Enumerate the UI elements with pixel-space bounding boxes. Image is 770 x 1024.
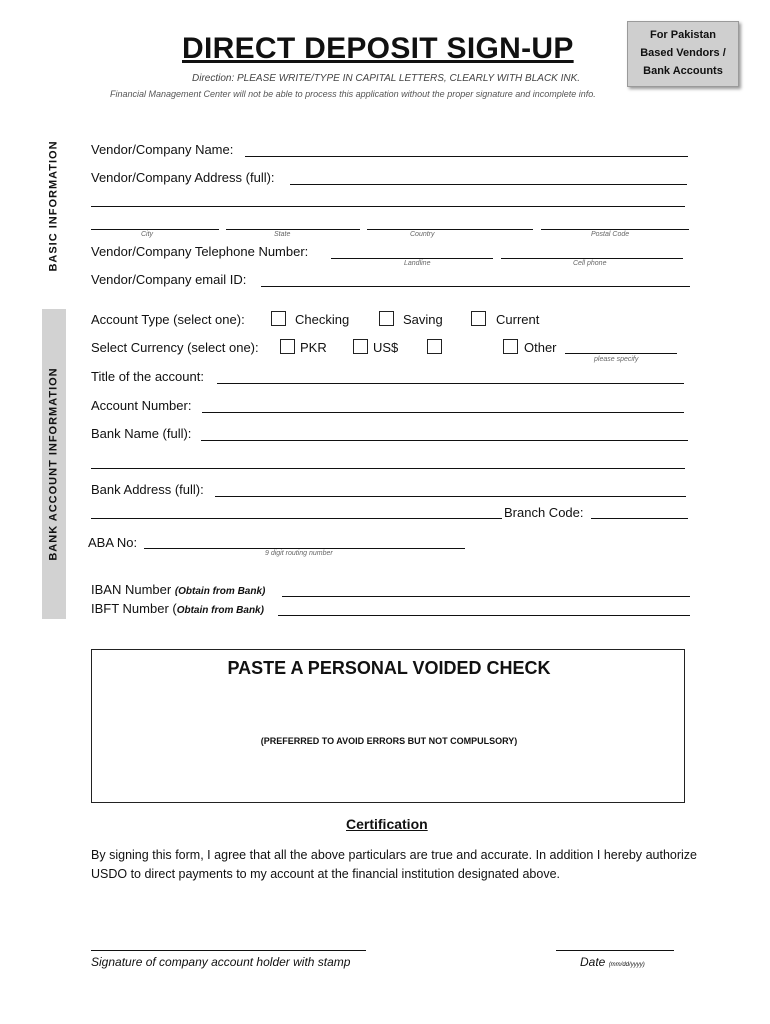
certification-heading: Certification [346,816,428,832]
checking-label: Checking [295,312,350,327]
account-number-field[interactable] [202,412,684,413]
other-label: Other [524,340,557,355]
ibft-obtain-note: Obtain from Bank) [176,605,264,616]
voided-check-area[interactable] [91,649,685,803]
basic-info-sidebar [42,128,66,284]
basic-info-label: BASIC INFORMATION [48,140,61,272]
saving-label: Saving [403,312,443,327]
vendor-scope-badge [627,21,739,87]
aba-field[interactable] [144,548,465,549]
fmc-note: Financial Management Center will not be able to process this application without the proper signature and incomplete info. [110,89,596,99]
email-label: Vendor/Company email ID: [91,272,247,287]
current-checkbox[interactable] [471,311,486,326]
vendor-address-field-2[interactable] [91,206,685,207]
date-field[interactable] [556,950,674,951]
postal-code-hint: Postal Code [591,231,630,238]
vendor-name-field[interactable] [245,156,688,157]
unlabeled-currency-checkbox[interactable] [427,339,442,354]
please-specify-hint: please specify [594,356,639,363]
state-field[interactable] [226,229,360,230]
ibft-field[interactable] [278,615,690,616]
date-label [580,955,645,969]
iban-label-text: IBAN Number [91,582,175,597]
bank-address-field-2[interactable] [91,518,502,519]
routing-hint: 9 digit routing number [265,550,333,557]
landline-field[interactable] [331,258,493,259]
aba-label: ABA No: [88,535,138,550]
account-title-field[interactable] [217,383,684,384]
vendor-address-field[interactable] [290,184,687,185]
account-title-label: Title of the account: [91,369,204,384]
badge-line-1: For Pakistan [649,29,717,41]
usd-checkbox[interactable] [353,339,368,354]
pkr-label: PKR [300,340,327,355]
badge-line-2: Based Vendors / [640,47,726,59]
iban-field[interactable] [282,596,690,597]
vendor-address-label: Vendor/Company Address (full): [91,170,275,185]
other-checkbox[interactable] [503,339,518,354]
direction-note: Direction: PLEASE WRITE/TYPE IN CAPITAL LETTERS, CLEARLY WITH BLACK INK. [192,73,581,84]
branch-code-label: Branch Code: [504,505,584,520]
date-format-hint: (mm/dd/yyyy) [608,962,645,968]
city-hint: City [141,231,154,238]
checking-checkbox[interactable] [271,311,286,326]
bank-name-field[interactable] [201,440,688,441]
other-currency-field[interactable] [565,353,677,354]
iban-obtain-note: (Obtain from Bank) [174,586,266,597]
signature-field[interactable] [91,950,366,951]
usd-label: US$ [373,340,399,355]
form-title: DIRECT DEPOSIT SIGN-UP [182,32,574,65]
state-hint: State [274,231,291,238]
bank-address-label: Bank Address (full): [91,482,204,497]
landline-hint: Landline [404,260,431,267]
telephone-label: Vendor/Company Telephone Number: [91,244,309,259]
city-field[interactable] [91,229,219,230]
branch-code-field[interactable] [591,518,688,519]
bank-name-field-2[interactable] [91,468,685,469]
badge-line-3: Bank Accounts [643,65,723,77]
pkr-checkbox[interactable] [280,339,295,354]
certification-text: By signing this form, I agree that all the above particulars are true and accurate. In addition I hereby authorize USDO to direct payments to my account at the financial institution designated above. [91,848,697,881]
country-hint: Country [410,231,435,238]
voided-check-subtitle: (PREFERRED TO AVOID ERRORS BUT NOT COMPULSORY) [260,736,518,746]
bank-name-label: Bank Name (full): [91,426,192,441]
bank-info-label: BANK ACCOUNT INFORMATION [48,367,61,561]
cellphone-hint: Cell phone [573,260,607,267]
email-field[interactable] [261,286,690,287]
account-type-label: Account Type (select one): [91,312,245,327]
currency-label: Select Currency (select one): [91,340,259,355]
current-label: Current [496,312,540,327]
ibft-label-text: IBFT Number ( [91,601,177,616]
account-number-label: Account Number: [91,398,192,413]
date-label-text: Date [580,955,609,969]
saving-checkbox[interactable] [379,311,394,326]
cellphone-field[interactable] [501,258,683,259]
signature-label: Signature of company account holder with stamp [91,955,351,969]
country-field[interactable] [367,229,533,230]
bank-info-sidebar [42,309,66,619]
voided-check-title: PASTE A PERSONAL VOIDED CHECK [227,658,551,678]
vendor-name-label: Vendor/Company Name: [91,142,234,157]
iban-label [91,582,265,597]
bank-address-field[interactable] [215,496,686,497]
postal-code-field[interactable] [541,229,689,230]
ibft-label [91,601,264,616]
